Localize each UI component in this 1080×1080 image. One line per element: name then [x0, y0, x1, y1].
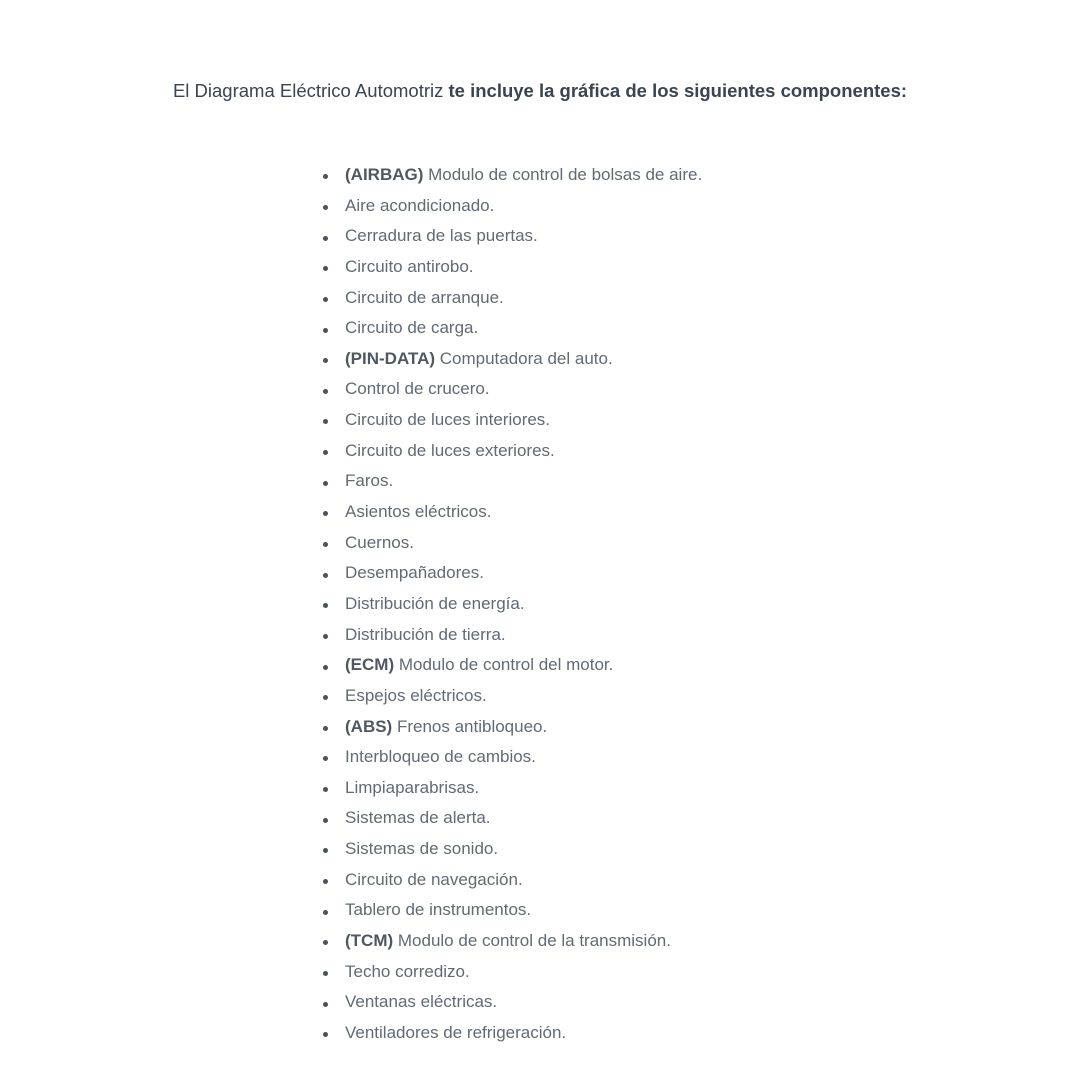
- bullet-icon: [323, 328, 328, 333]
- bullet-icon: [323, 542, 328, 547]
- list-item: [320, 803, 1020, 834]
- list-item: [320, 283, 1020, 314]
- list-item: [320, 528, 1020, 559]
- list-item: [320, 497, 1020, 528]
- bullet-icon: [323, 634, 328, 639]
- list-item: [320, 834, 1020, 865]
- list-item: [320, 405, 1020, 436]
- bullet-icon: [323, 297, 328, 302]
- list-item: [320, 221, 1020, 252]
- component-label: Desempañadores.: [345, 563, 484, 583]
- bullet-icon: [323, 389, 328, 394]
- component-label: Modulo de control de la transmisión.: [393, 931, 671, 951]
- component-abbreviation: (ECM): [345, 655, 395, 675]
- list-item: [320, 466, 1020, 497]
- component-label: Limpiaparabrisas.: [345, 777, 480, 797]
- component-label: Circuito de carga.: [345, 318, 479, 338]
- list-item: [320, 436, 1020, 467]
- component-label: Frenos antibloqueo.: [392, 716, 548, 736]
- component-label: Aire acondicionado.: [345, 195, 495, 215]
- component-label: Espejos eléctricos.: [345, 685, 487, 705]
- bullet-icon: [323, 787, 328, 792]
- list-item: [320, 589, 1020, 620]
- list-item: [320, 620, 1020, 651]
- bullet-icon: [323, 665, 328, 670]
- list-item: [320, 252, 1020, 283]
- component-label: Tablero de instrumentos.: [345, 900, 532, 920]
- component-label: Ventiladores de refrigeración.: [345, 1022, 567, 1042]
- component-abbreviation: (PIN-DATA): [345, 348, 436, 368]
- list-item: [320, 374, 1020, 405]
- bullet-icon: [323, 266, 328, 271]
- list-item: [320, 558, 1020, 589]
- bullet-icon: [323, 174, 328, 179]
- component-label: Asientos eléctricos.: [345, 502, 492, 522]
- component-label: Ventanas eléctricas.: [345, 992, 498, 1012]
- list-item: [320, 650, 1020, 681]
- bullet-icon: [323, 1032, 328, 1037]
- bullet-icon: [323, 205, 328, 210]
- component-label: Techo corredizo.: [345, 961, 470, 981]
- component-abbreviation: (TCM): [345, 931, 394, 951]
- list-item: [320, 895, 1020, 926]
- component-label: Distribución de tierra.: [345, 624, 506, 644]
- component-label: Computadora del auto.: [435, 348, 613, 368]
- component-label: Circuito de navegación.: [345, 869, 523, 889]
- bullet-icon: [323, 511, 328, 516]
- bullet-icon: [323, 971, 328, 976]
- intro-normal-text: El Diagrama Eléctrico Automotriz: [172, 80, 449, 101]
- list-item: [320, 191, 1020, 222]
- list-item: [320, 1018, 1020, 1049]
- component-label: Faros.: [345, 471, 394, 491]
- component-label: Cerradura de las puertas.: [345, 226, 538, 246]
- bullet-icon: [323, 419, 328, 424]
- bullet-icon: [323, 940, 328, 945]
- bullet-icon: [323, 1002, 328, 1007]
- bullet-icon: [323, 450, 328, 455]
- component-label: Circuito antirobo.: [345, 256, 474, 276]
- bullet-icon: [323, 818, 328, 823]
- bullet-icon: [323, 481, 328, 486]
- bullet-icon: [323, 726, 328, 731]
- component-label: Cuernos.: [345, 532, 414, 552]
- list-item: [320, 957, 1020, 988]
- intro-bold-text: te incluye la gráfica de los siguientes componentes:: [448, 80, 908, 101]
- bullet-icon: [323, 603, 328, 608]
- list-item: [320, 742, 1020, 773]
- component-label: Sistemas de sonido.: [345, 839, 499, 859]
- bullet-icon: [323, 910, 328, 915]
- component-label: Modulo de control de bolsas de aire.: [423, 165, 703, 184]
- component-label: Circuito de luces exteriores.: [345, 440, 555, 460]
- list-item: [320, 712, 1020, 743]
- bullet-icon: [323, 756, 328, 761]
- component-abbreviation: (AIRBAG): [345, 165, 424, 184]
- list-item: [320, 926, 1020, 957]
- intro-paragraph: [0, 78, 1080, 104]
- component-label: Modulo de control del motor.: [394, 655, 614, 675]
- list-item: [320, 344, 1020, 375]
- bullet-icon: [323, 573, 328, 578]
- list-item: [320, 160, 1020, 191]
- bullet-icon: [323, 848, 328, 853]
- bullet-icon: [323, 236, 328, 241]
- component-label: Interbloqueo de cambios.: [345, 747, 536, 767]
- component-label: Distribución de energía.: [345, 593, 525, 613]
- bullet-icon: [323, 695, 328, 700]
- bullet-icon: [323, 358, 328, 363]
- bullet-icon: [323, 879, 328, 884]
- component-label: Circuito de arranque.: [345, 287, 504, 307]
- component-label: Sistemas de alerta.: [345, 808, 491, 828]
- component-list: [320, 160, 1020, 1049]
- component-label: Control de crucero.: [345, 379, 490, 399]
- list-item: [320, 681, 1020, 712]
- component-abbreviation: (ABS): [345, 716, 393, 736]
- component-label: Circuito de luces interiores.: [345, 410, 551, 430]
- list-item: [320, 313, 1020, 344]
- list-item: [320, 773, 1020, 804]
- list-item: [320, 987, 1020, 1018]
- list-item: [320, 865, 1020, 896]
